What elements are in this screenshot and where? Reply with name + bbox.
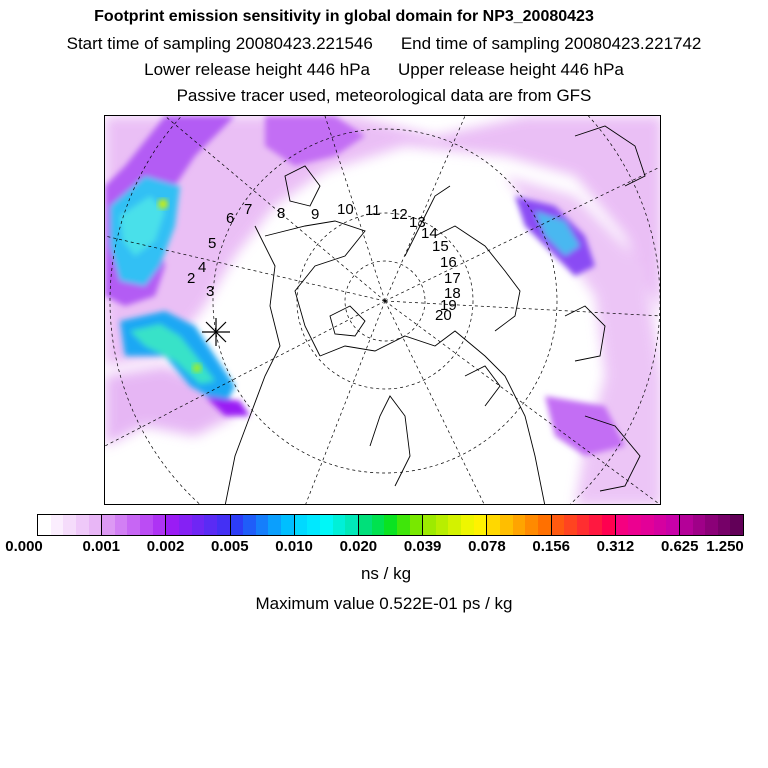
colorbar (37, 514, 744, 536)
trajectory-label: 20 (435, 307, 452, 324)
colorbar-swatch (577, 515, 590, 535)
colorbar-segment (358, 515, 422, 535)
end-time: End time of sampling 20080423.221742 (400, 34, 702, 53)
maximum-value: Maximum value 0.522E-01 ps / kg (255, 594, 513, 613)
colorbar-swatch (525, 515, 538, 535)
trajectory-label: 14 (421, 225, 438, 242)
colorbar-swatch (333, 515, 346, 535)
polar-map (105, 116, 661, 505)
release-marker (202, 318, 230, 346)
colorbar-swatch (345, 515, 358, 535)
trajectory-label: 11 (365, 202, 381, 219)
colorbar-tick-label: 0.625 (660, 538, 699, 555)
colorbar-swatch (474, 515, 487, 535)
colorbar-swatch (410, 515, 423, 535)
colorbar-segment (551, 515, 615, 535)
colorbar-swatch (359, 515, 372, 535)
trajectory-label: 4 (198, 259, 207, 276)
map-panel (104, 115, 661, 505)
upper-release-height: Upper release height 446 hPa (398, 60, 624, 79)
colorbar-swatch (76, 515, 89, 535)
colorbar-segment (679, 515, 743, 535)
trajectory-label: 7 (244, 201, 253, 218)
colorbar-units: ns / kg (360, 564, 412, 583)
colorbar-swatch (89, 515, 102, 535)
plot-title: Footprint emission sensitivity in global domain for NP3_20080423 (94, 8, 594, 25)
colorbar-swatch (372, 515, 385, 535)
colorbar-swatch (281, 515, 294, 535)
colorbar-swatch (552, 515, 565, 535)
colorbar-tick-label: 1.250 (706, 538, 744, 555)
colorbar-swatch (217, 515, 230, 535)
trajectory-label: 8 (277, 205, 286, 222)
colorbar-swatch (616, 515, 629, 535)
colorbar-tick-label: 0.002 (146, 538, 185, 555)
trajectory-label: 15 (432, 238, 449, 255)
trajectory-label: 12 (391, 206, 408, 223)
colorbar-swatch (718, 515, 731, 535)
sensitivity-field (105, 116, 661, 505)
colorbar-swatch (38, 515, 51, 535)
trajectory-label: 10 (337, 201, 354, 218)
colorbar-swatch (140, 515, 153, 535)
trajectory-label: 19 (440, 297, 457, 314)
trajectory-label: 2 (187, 270, 196, 287)
tracer-note: Passive tracer used, meteorological data are from GFS (176, 86, 592, 105)
colorbar-swatch (256, 515, 269, 535)
colorbar-swatch (448, 515, 461, 535)
colorbar-tick-label: 0.078 (468, 538, 506, 555)
colorbar-swatch (192, 515, 205, 535)
colorbar-segment (294, 515, 358, 535)
colorbar-swatch (500, 515, 513, 535)
start-time: Start time of sampling 20080423.221546 (66, 34, 373, 53)
release-heights (0, 59, 768, 81)
colorbar-segment (230, 515, 294, 535)
trajectory-label: 3 (206, 283, 215, 300)
colorbar-tick-label: 0.039 (403, 538, 442, 555)
colorbar-tick-label: 0.010 (275, 538, 313, 555)
trajectory-label: 6 (226, 210, 235, 227)
colorbar-segment (101, 515, 165, 535)
colorbar-tick-label: 0.156 (532, 538, 570, 555)
colorbar-swatch (680, 515, 693, 535)
colorbar-tick-label: 0.312 (596, 538, 635, 555)
colorbar-swatch (320, 515, 333, 535)
colorbar-swatch (51, 515, 64, 535)
sampling-times (0, 33, 768, 55)
colorbar-swatch (641, 515, 654, 535)
colorbar-swatch (693, 515, 706, 535)
trajectory-label: 5 (208, 235, 217, 252)
colorbar-swatch (307, 515, 320, 535)
colorbar-swatch (513, 515, 526, 535)
colorbar-swatch (384, 515, 397, 535)
colorbar-swatch (166, 515, 179, 535)
colorbar-swatch (436, 515, 449, 535)
lower-release-height: Lower release height 446 hPa (144, 60, 370, 79)
trajectory-label: 18 (444, 285, 461, 302)
colorbar-swatch (564, 515, 577, 535)
colorbar-swatch (63, 515, 76, 535)
colorbar-swatch (461, 515, 474, 535)
colorbar-swatch (628, 515, 641, 535)
colorbar-swatch (127, 515, 140, 535)
colorbar-swatch (538, 515, 551, 535)
colorbar-swatch (487, 515, 500, 535)
colorbar-swatch (268, 515, 281, 535)
colorbar-swatch (243, 515, 256, 535)
colorbar-swatch (204, 515, 217, 535)
colorbar-swatch (115, 515, 128, 535)
colorbar-swatch (589, 515, 602, 535)
colorbar-swatch (730, 515, 743, 535)
colorbar-swatch (397, 515, 410, 535)
trajectory-label: 17 (444, 270, 461, 287)
trajectory-label: 9 (311, 206, 320, 223)
colorbar-swatch (666, 515, 679, 535)
colorbar-swatch (295, 515, 308, 535)
colorbar-segment (615, 515, 679, 535)
colorbar-segment (422, 515, 486, 535)
colorbar-swatch (102, 515, 115, 535)
trajectory-label: 16 (440, 254, 457, 271)
colorbar-tick-label: 0.000 (5, 538, 43, 555)
colorbar-tick-label: 0.020 (339, 538, 378, 555)
colorbar-swatch (654, 515, 667, 535)
colorbar-swatch (423, 515, 436, 535)
colorbar-swatch (231, 515, 244, 535)
colorbar-swatch (153, 515, 166, 535)
colorbar-tick-label: 0.005 (211, 538, 249, 555)
colorbar-segment (486, 515, 550, 535)
colorbar-swatch (602, 515, 615, 535)
colorbar-segment (38, 515, 101, 535)
colorbar-tick-label: 0.001 (82, 538, 121, 555)
trajectory-label: 13 (409, 214, 426, 231)
colorbar-swatch (179, 515, 192, 535)
colorbar-swatch (705, 515, 718, 535)
colorbar-segment (165, 515, 229, 535)
